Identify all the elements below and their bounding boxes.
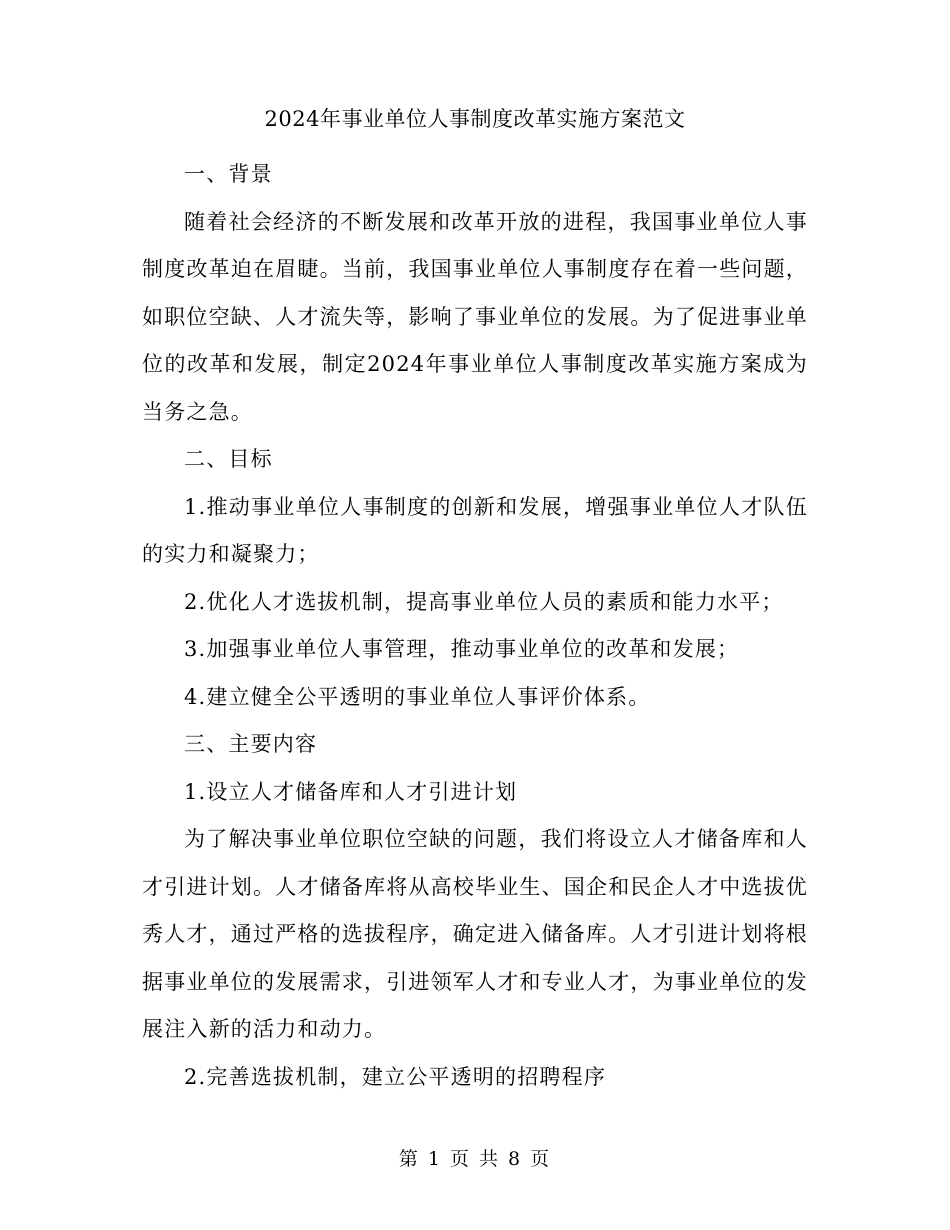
goal-item-2: 2.优化人才选拔机制，提高事业单位人员的素质和能力水平；: [184, 589, 784, 614]
section-heading-main-content: 三、主要内容: [184, 732, 318, 756]
goal-item-4: 4.建立健全公平透明的事业单位人事评价体系。: [184, 684, 651, 709]
goal-item-3: 3.加强事业单位人事管理，推动事业单位的改革和发展；: [184, 637, 740, 661]
paragraph-talent-pool: 为了解决事业单位职位空缺的问题，我们将设立人才储备库和人才引进计划。人才储备库将从高校毕业生、国企和民企人才中选拔优秀人才，通过严格的选拔程序，确定进入储备库。人才引进计划将根据事业单位的发展需求，引进领军人才和专业人才，为事业单位的发展注入新的活力和动力。: [142, 827, 808, 1041]
section-heading-background: 一、背景: [184, 162, 273, 186]
goal-item-1: 1.推动事业单位人事制度的创新和发展，增强事业单位人才队伍的实力和凝聚力；: [142, 494, 808, 566]
document-title: 2024年事业单位人事制度改革实施方案范文: [264, 107, 686, 131]
paragraph-background: 随着社会经济的不断发展和改革开放的进程，我国事业单位人事制度改革迫在眉睫。当前，我国事业单位人事制度存在着一些问题，如职位空缺、人才流失等，影响了事业单位的发展。为了促进事业单位的改革和发展，制定2024年事业单位人事制度改革实施方案成为当务之急。: [142, 209, 808, 424]
subheading-talent-pool: 1.设立人才储备库和人才引进计划: [184, 779, 518, 804]
page-number-footer: 第 1 页 共 8 页: [398, 1148, 552, 1170]
subheading-selection-mechanism: 2.完善选拔机制，建立公平透明的招聘程序: [184, 1064, 607, 1089]
document-body: [142, 151, 808, 1101]
section-heading-goals: 二、目标: [184, 447, 273, 471]
